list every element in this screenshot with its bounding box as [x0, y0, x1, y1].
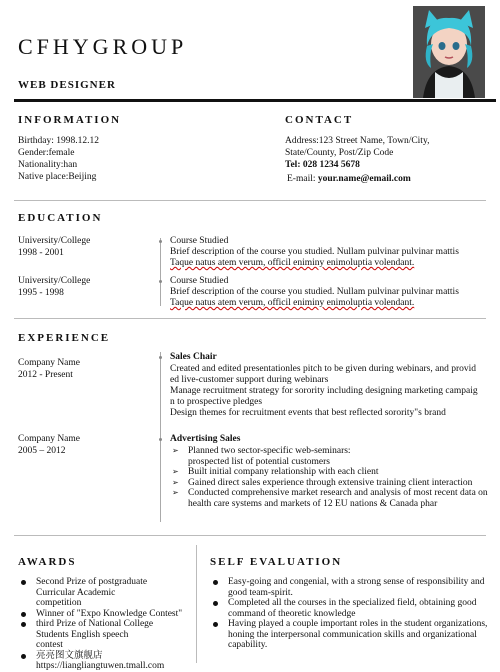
- email-label: E-mail:: [287, 174, 316, 184]
- self-evaluation-list: [210, 577, 490, 651]
- experience-heading: EXPERIENCE: [18, 332, 111, 344]
- section-divider: [14, 535, 486, 536]
- timeline-dot: [159, 280, 162, 283]
- award-item: Second Prize of postgraduate Curricular Academic competition: [18, 577, 156, 609]
- education-description: Brief description of the course you studied. Nullam pulvinar pulvinar mattis: [170, 287, 459, 297]
- awards-list: [18, 577, 188, 672]
- evaluation-item: Easy-going and congenial, with a strong sense of responsibility and good team-spirit.: [210, 577, 490, 598]
- duty-item: ➢ Conducted comprehensive market research and analysis of most recent data on health care systems and markets of 12 EU nations & Canada phar: [170, 488, 488, 509]
- experience-timeline: [160, 352, 161, 522]
- native-place-text: Native place:Beijing: [18, 172, 97, 182]
- nationality-text: Nationality:han: [18, 160, 78, 170]
- position-title: Sales Chair: [170, 352, 217, 362]
- evaluation-item: Having played a couple important roles in the student organizations, honing the interpersonal communication skills and organizational capability.: [210, 619, 490, 651]
- duty-item: ➢ Planned two sector-specific web-seminars: prospected list of potential customers: [170, 446, 378, 467]
- timeline-dot: [159, 438, 162, 441]
- education-years: 1998 - 2001: [18, 248, 64, 258]
- job-title: WEB DESIGNER: [18, 79, 116, 91]
- position-title: Advertising Sales: [170, 434, 241, 444]
- duty-item: ➢ Gained direct sales experience through extensive training client interaction: [170, 478, 486, 489]
- avatar: [413, 6, 485, 98]
- education-years: 1995 - 1998: [18, 288, 64, 298]
- education-timeline: [160, 238, 161, 306]
- awards-heading: AWARDS: [18, 556, 77, 568]
- education-description: Taque natus atem verum, officil eniminy enimoluptia volendant.: [170, 298, 415, 308]
- birthday-text: Birthday: 1998.12.12: [18, 136, 100, 146]
- header-divider: [14, 99, 496, 102]
- address-line-1: Address:123 Street Name, Town/City,: [285, 136, 430, 146]
- gender-text: Gender:female: [18, 148, 75, 158]
- section-divider: [14, 200, 486, 201]
- phone-text: Tel: 028 1234 5678: [285, 160, 360, 170]
- email-row: [287, 174, 411, 186]
- education-school: University/College: [18, 276, 91, 286]
- duty-line: Created and edited presentationles pitch to be given during webinars, and provid: [170, 364, 477, 374]
- timeline-dot: [159, 240, 162, 243]
- education-school: University/College: [18, 236, 91, 246]
- contact-heading: CONTACT: [285, 114, 354, 126]
- self-evaluation-heading: SELF EVALUATION: [210, 556, 343, 568]
- duty-list: [170, 446, 486, 509]
- education-course: Course Studied: [170, 276, 229, 286]
- award-item: Winner of "Expo Knowledge Contest": [18, 609, 188, 620]
- email-link[interactable]: your.name@email.com: [317, 174, 411, 184]
- employment-years: 2005 – 2012: [18, 446, 66, 456]
- education-description: Taque natus atem verum, officil eniminy enimoluptia volendant.: [170, 258, 415, 268]
- timeline-dot: [159, 356, 162, 359]
- education-description: Brief description of the course you studied. Nullam pulvinar pulvinar mattis: [170, 247, 459, 257]
- address-line-2: State/County, Post/Zip Code: [285, 148, 394, 158]
- evaluation-item: Completed all the courses in the specialized field, obtaining good command of theoretic knowledge: [210, 598, 490, 619]
- education-course: Course Studied: [170, 236, 229, 246]
- award-item: 亮亮图文旗舰店 https://liangliangtuwen.tmall.com: [18, 651, 176, 672]
- information-heading: INFORMATION: [18, 114, 122, 126]
- resume-name: CFHYGROUP: [18, 34, 188, 59]
- company-name: Company Name: [18, 434, 81, 444]
- education-heading: EDUCATION: [18, 212, 103, 224]
- company-name: Company Name: [18, 358, 81, 368]
- avatar-illustration: [413, 6, 485, 98]
- section-divider: [14, 318, 486, 319]
- employment-years: 2012 - Present: [18, 370, 73, 380]
- duty-line: Design themes for recruitment events that best reflected sorority"s brand: [170, 408, 446, 418]
- duty-line: Manage recruitment strategy for sorority including designing marketing campaig: [170, 386, 478, 396]
- award-item: third Prize of National College Students English speech contest: [18, 619, 156, 651]
- column-divider: [196, 545, 197, 663]
- duty-line: ed live-customer support during webinars: [170, 375, 329, 385]
- duty-item: ➢ Built initial company relationship with each client: [170, 467, 486, 478]
- duty-line: n to prospective pledges: [170, 397, 263, 407]
